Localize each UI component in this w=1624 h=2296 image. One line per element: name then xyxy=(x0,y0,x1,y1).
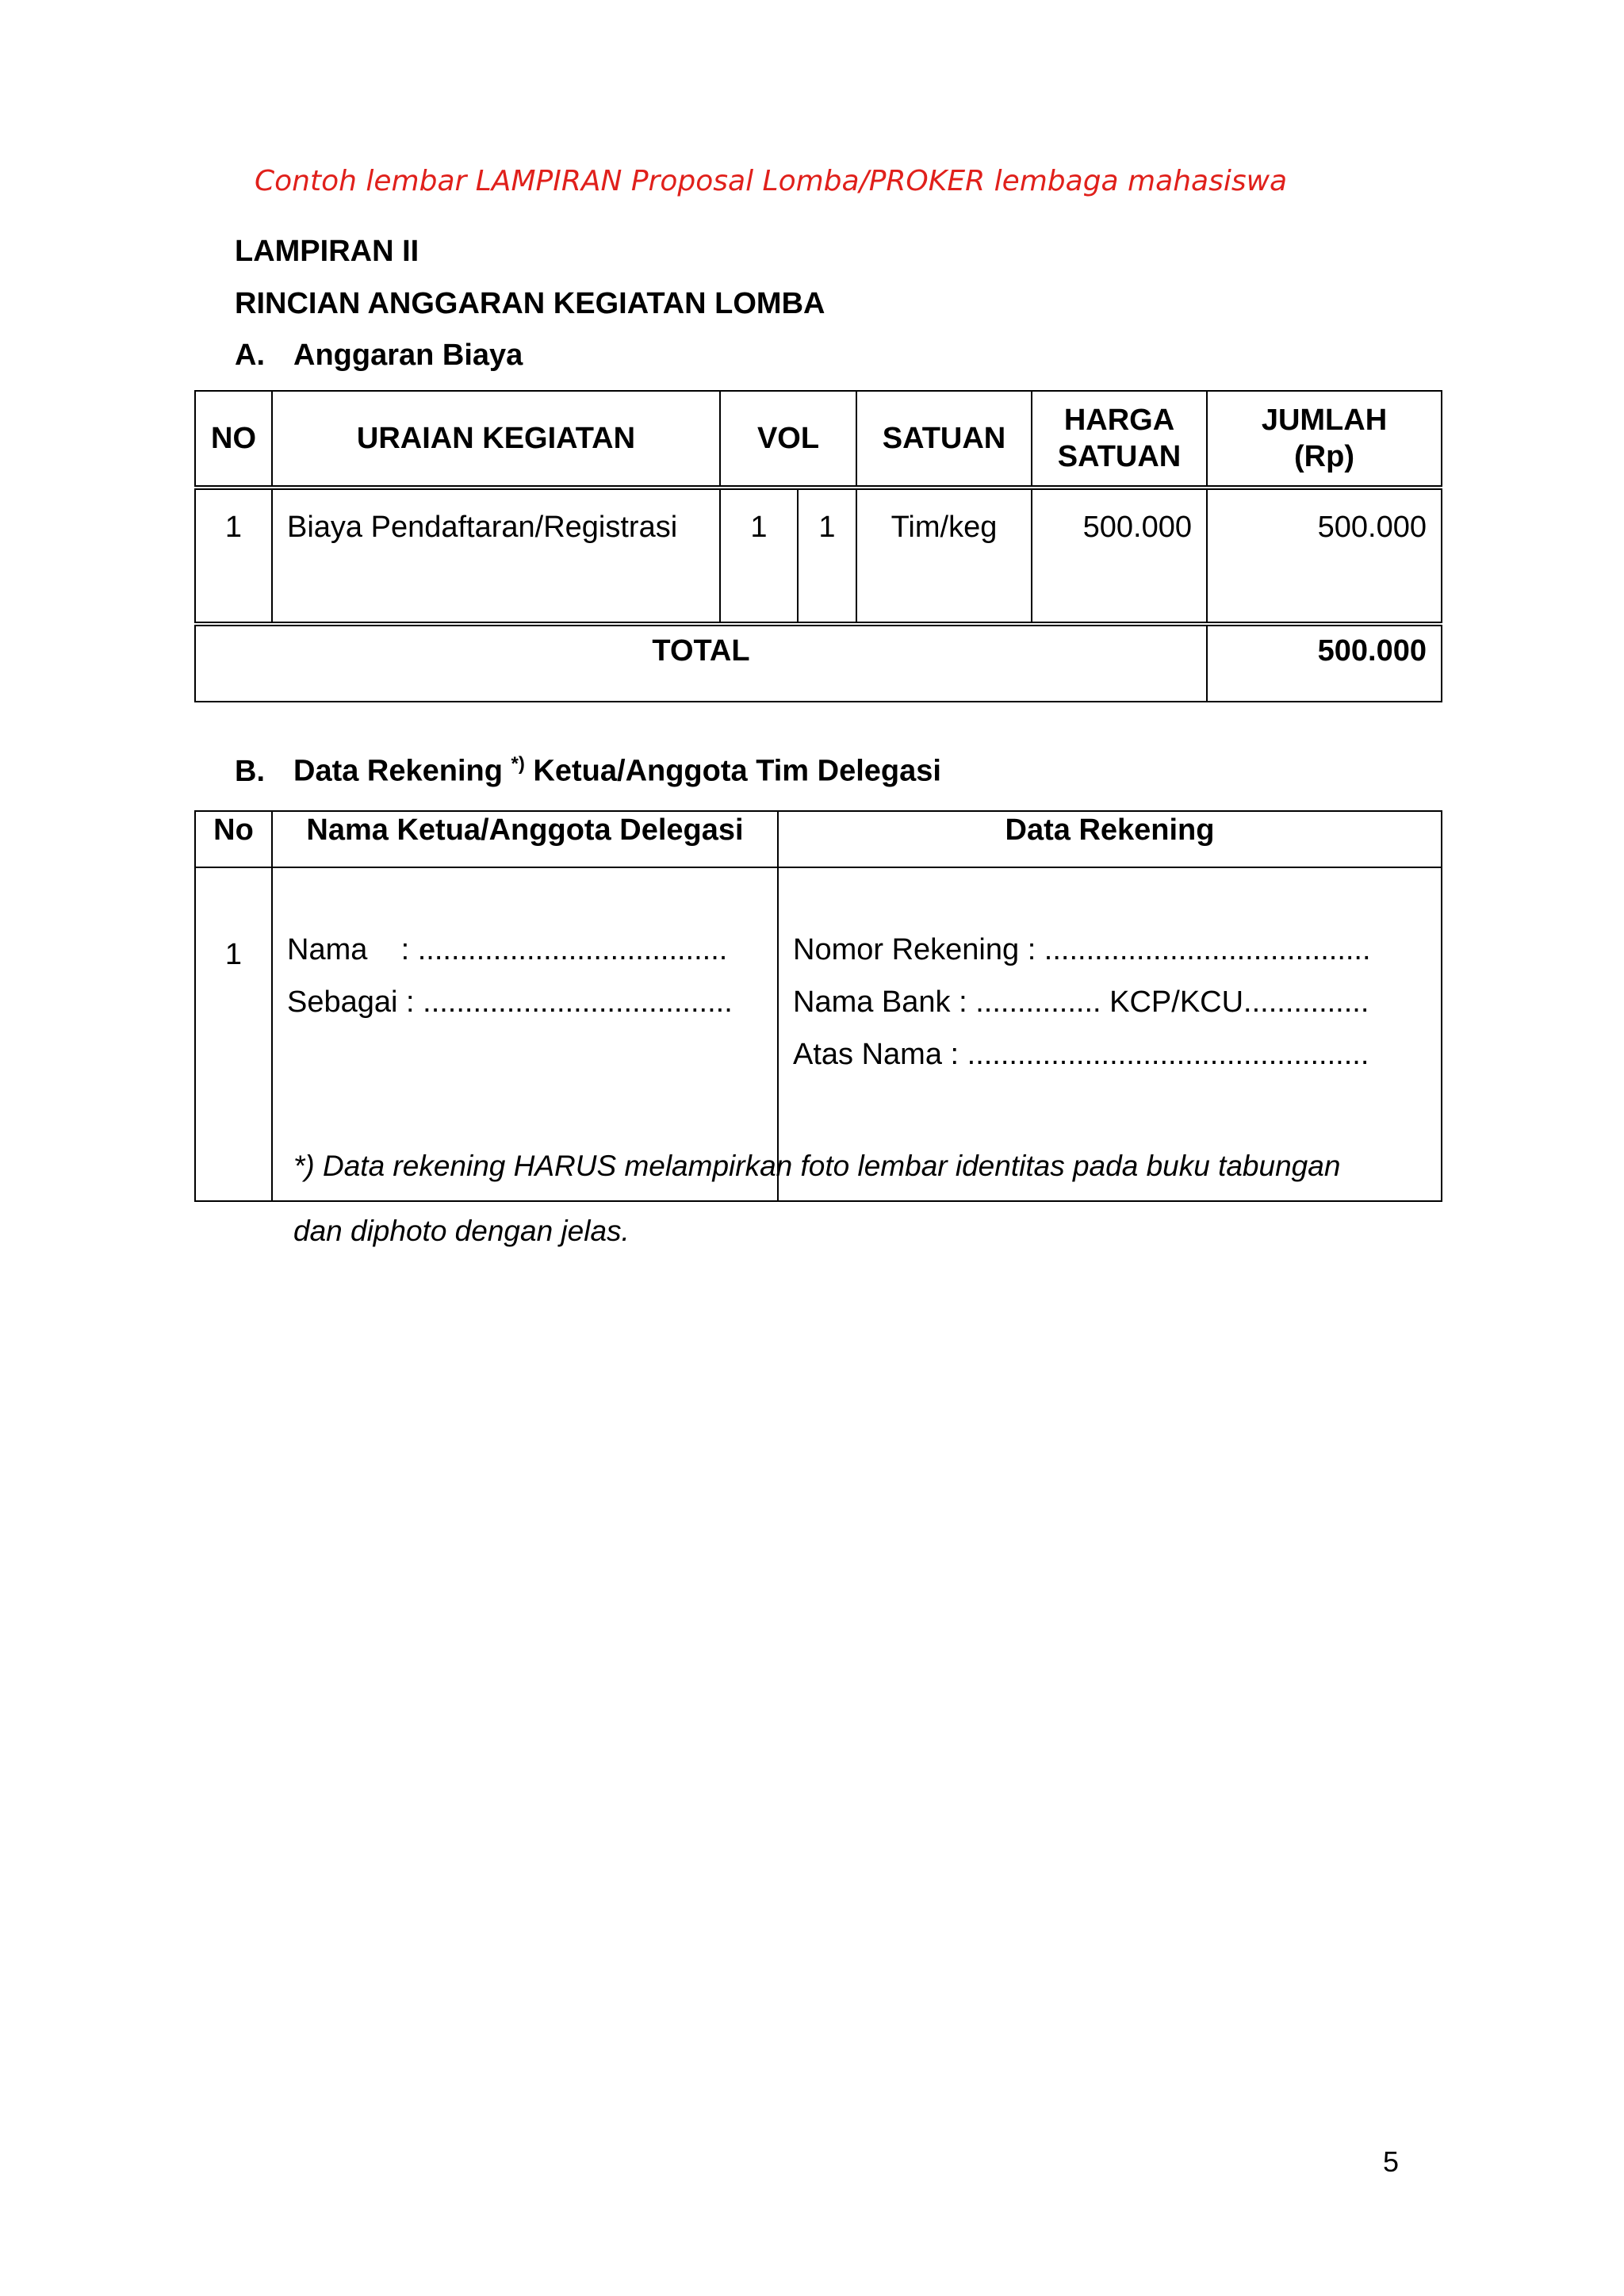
nama-bank-field: Nama Bank : ............... KCP/KCU............... xyxy=(793,985,1369,1019)
lampiran-heading: LAMPIRAN II xyxy=(235,235,419,268)
header-jumlah-line1: JUMLAH xyxy=(1261,404,1388,437)
table-row xyxy=(195,488,1442,624)
row-uraian: Biaya Pendaftaran/Registrasi xyxy=(272,488,720,624)
header-jumlah xyxy=(1207,391,1442,488)
header-no: No xyxy=(195,811,272,867)
section-b-letter: B. xyxy=(235,754,265,788)
bank-row-no: 1 xyxy=(195,867,272,1201)
header-no: NO xyxy=(195,391,272,488)
sebagai-field: Sebagai : ..................................... xyxy=(287,985,733,1019)
total-label: TOTAL xyxy=(195,624,1207,702)
header-nama: Nama Ketua/Anggota Delegasi xyxy=(272,811,778,867)
row-harga: 500.000 xyxy=(1032,488,1207,624)
rincian-heading: RINCIAN ANGGARAN KEGIATAN LOMBA xyxy=(235,287,825,320)
row-satuan: Tim/keg xyxy=(856,488,1032,624)
section-b-heading xyxy=(235,753,941,789)
footnote-line-2: dan diphoto dengan jelas. xyxy=(293,1215,630,1247)
total-row xyxy=(195,624,1442,702)
template-note: Contoh lembar LAMPIRAN Proposal Lomba/PROKER lembaga mahasiswa xyxy=(255,165,1288,197)
budget-table xyxy=(194,390,1442,702)
nama-field: Nama : ..................................... xyxy=(287,933,728,966)
total-value: 500.000 xyxy=(1207,624,1442,702)
page-number: 5 xyxy=(1383,2145,1400,2178)
row-no: 1 xyxy=(195,488,272,624)
row-jumlah: 500.000 xyxy=(1207,488,1442,624)
header-harga-line2: SATUAN xyxy=(1057,440,1182,473)
footnote xyxy=(293,1134,1340,1264)
section-a-letter: A. xyxy=(235,339,265,372)
header-vol: VOL xyxy=(720,391,856,488)
row-vol2: 1 xyxy=(798,488,856,624)
header-harga xyxy=(1032,391,1207,488)
section-b-title-pre: Data Rekening xyxy=(293,754,503,788)
header-rekening: Data Rekening xyxy=(778,811,1442,867)
header-jumlah-line2: (Rp) xyxy=(1294,440,1354,473)
header-satuan: SATUAN xyxy=(856,391,1032,488)
footnote-line-1: *) Data rekening HARUS melampirkan foto lembar identitas pada buku tabungan xyxy=(293,1150,1341,1182)
atas-nama-field: Atas Nama : ................................................ xyxy=(793,1038,1369,1071)
bank-header-row xyxy=(195,811,1442,867)
section-a-heading xyxy=(235,339,523,373)
section-b-title-post: Ketua/Anggota Tim Delegasi xyxy=(524,754,941,788)
section-a-title: Anggaran Biaya xyxy=(293,339,523,372)
row-vol1: 1 xyxy=(720,488,798,624)
nomor-rekening-field: Nomor Rekening : ....................................... xyxy=(793,933,1371,966)
header-harga-line1: HARGA xyxy=(1063,404,1175,437)
budget-header-row xyxy=(195,391,1442,488)
header-uraian: URAIAN KEGIATAN xyxy=(272,391,720,488)
footnote-marker: *) xyxy=(511,753,525,775)
